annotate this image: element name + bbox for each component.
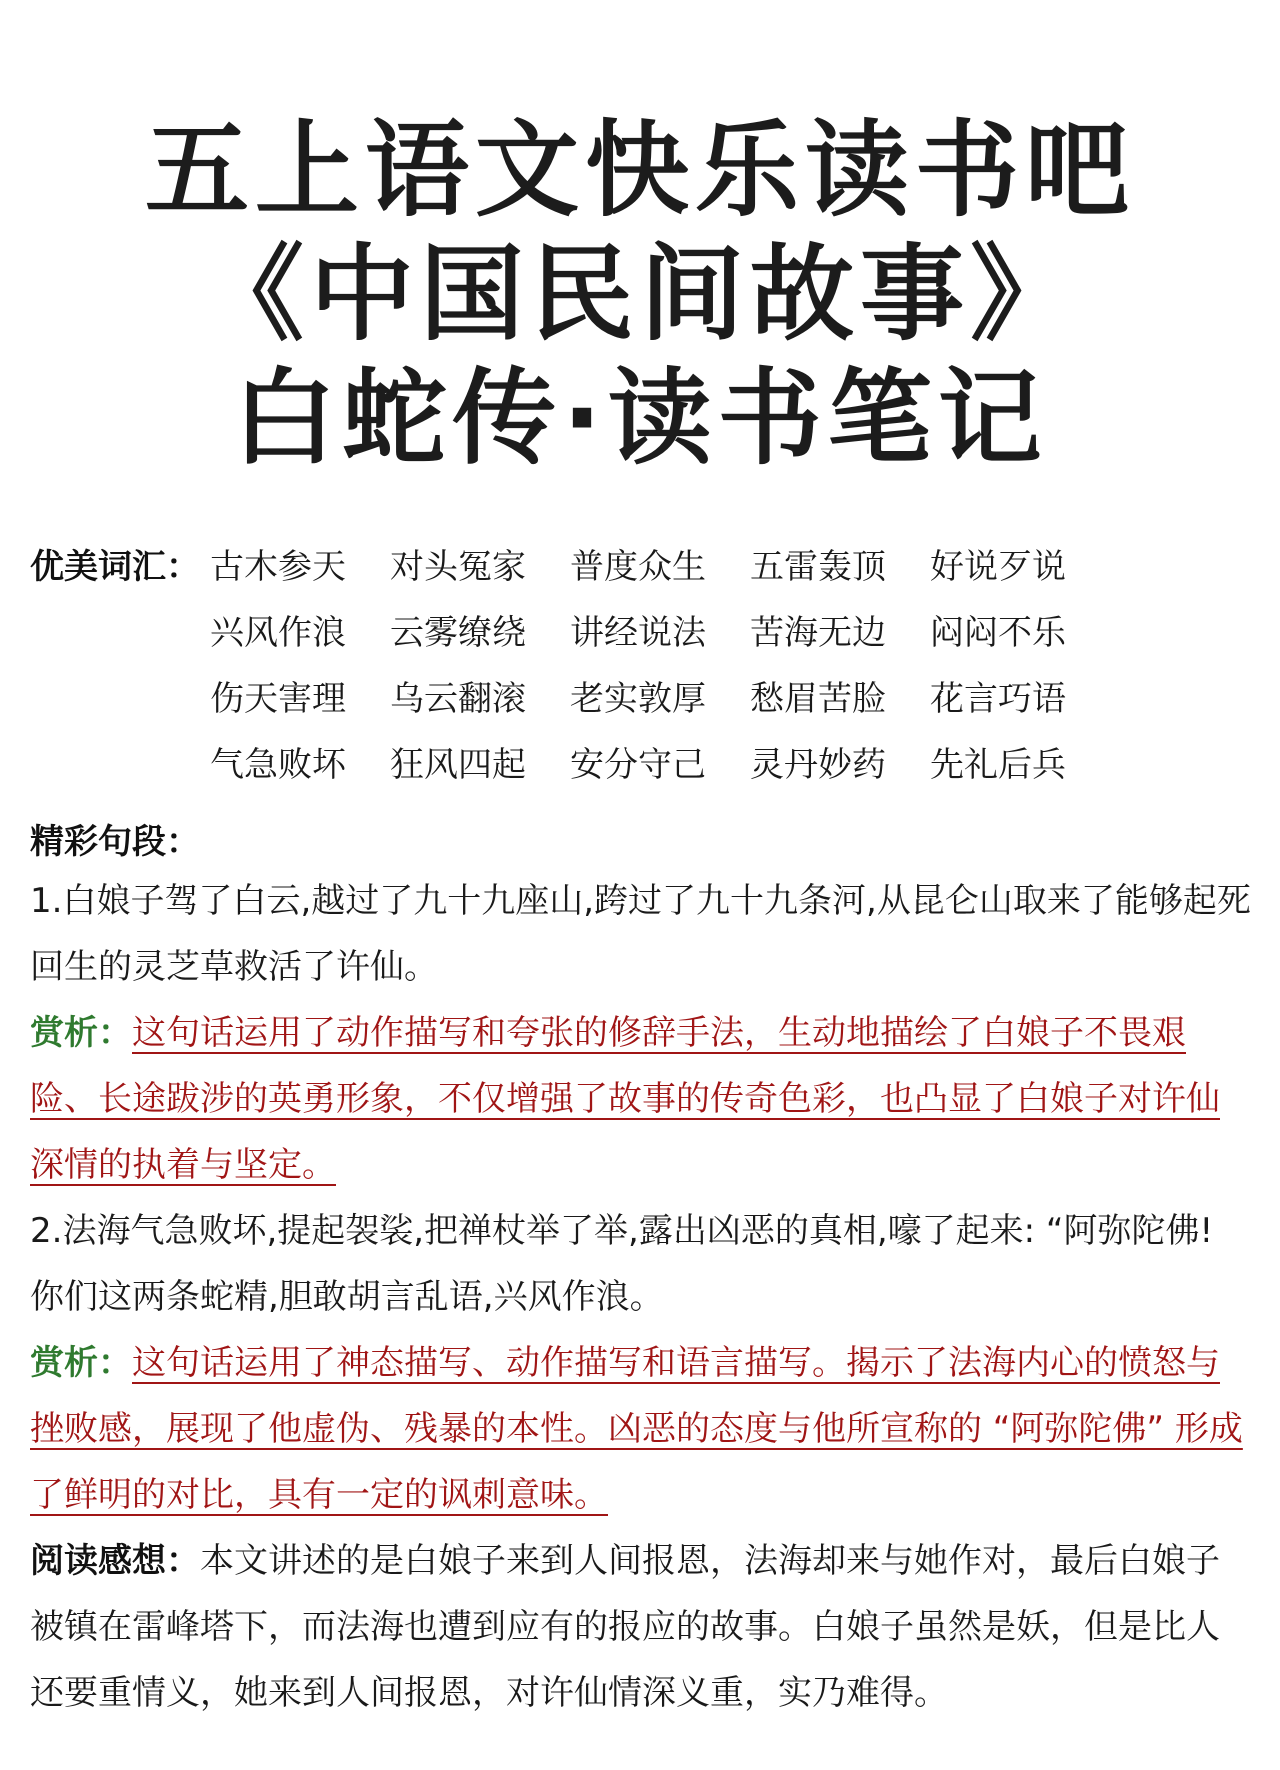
vocab-word: 狂风四起 [390,744,526,785]
vocab-word: 讲经说法 [570,612,706,653]
vocab-word: 古木参天 [210,546,346,587]
vocabulary-label: 优美词汇： [30,546,200,587]
vocab-word: 花言巧语 [930,678,1066,719]
vocab-word: 好说歹说 [930,546,1066,587]
excerpt-1-analysis [30,1000,1252,1198]
excerpt-2-analysis [30,1330,1252,1528]
vocab-word: 气急败坏 [210,744,346,785]
excerpt-2-sentence: 2.法海气急败坏,提起袈裟,把禅杖举了举,露出凶恶的真相,嚎了起来: “阿弥陀佛! 你们这两条蛇精,胆敢胡言乱语,兴风作浪。 [30,1211,1214,1317]
vocab-word: 安分守己 [570,744,706,785]
reflection-paragraph [30,1528,1252,1726]
vocab-row [30,728,1260,794]
title-line-1: 五上语文快乐读书吧 [144,109,1135,231]
analysis-label: 赏析： [30,1343,132,1383]
excerpts-heading: 精彩句段： [30,822,200,862]
title-line-2: 《中国民间故事》 [199,233,1080,355]
analysis-text: 这句话运用了神态描写、动作描写和语言描写。揭示了法海内心的愤怒与挫败感，展现了他虚伪、残暴的本性。凶恶的态度与他所宣称的 “阿弥陀佛” 形成了鲜明的对比，具有一定的讽刺意味。 [30,1343,1243,1515]
reflection-text: 本文讲述的是白娘子来到人间报恩，法海却来与她作对，最后白娘子被镇在雷峰塔下，而法海也遭到应有的报应的故事。白娘子虽然是妖，但是比人还要重情义，她来到人间报恩，对许仙情深义重，实乃难得。 [30,1541,1220,1713]
title-block [0,108,1280,480]
vocab-word: 苦海无边 [750,612,886,653]
vocab-word: 灵丹妙药 [750,744,886,785]
vocab-word: 乌云翻滚 [390,678,526,719]
vocab-word: 对头冤家 [390,546,526,587]
vocab-word: 愁眉苦脸 [750,678,886,719]
vocab-word: 普度众生 [570,546,706,587]
analysis-text: 这句话运用了动作描写和夸张的修辞手法，生动地描绘了白娘子不畏艰险、长途跋涉的英勇形象，不仅增强了故事的传奇色彩，也凸显了白娘子对许仙深情的执着与坚定。 [30,1013,1220,1185]
vocab-word: 先礼后兵 [930,744,1066,785]
vocab-row [30,530,1260,596]
vocab-word: 云雾缭绕 [390,612,526,653]
reflection-label: 阅读感想： [30,1541,200,1581]
vocab-word: 兴风作浪 [210,612,346,653]
analysis-label: 赏析： [30,1013,132,1053]
vocab-row [30,662,1260,728]
excerpt-1-sentence: 1.白娘子驾了白云,越过了九十九座山,跨过了九十九条河,从昆仑山取来了能够起死回生的灵芝草救活了许仙。 [30,881,1251,987]
vocab-word: 五雷轰顶 [750,546,886,587]
vocab-word: 伤天害理 [210,678,346,719]
title-line-3: 白蛇传·读书笔记 [232,357,1048,479]
vocab-row [30,596,1260,662]
vocabulary-section [30,530,1260,794]
vocab-word: 老实敦厚 [570,678,706,719]
vocab-word: 闷闷不乐 [930,612,1066,653]
